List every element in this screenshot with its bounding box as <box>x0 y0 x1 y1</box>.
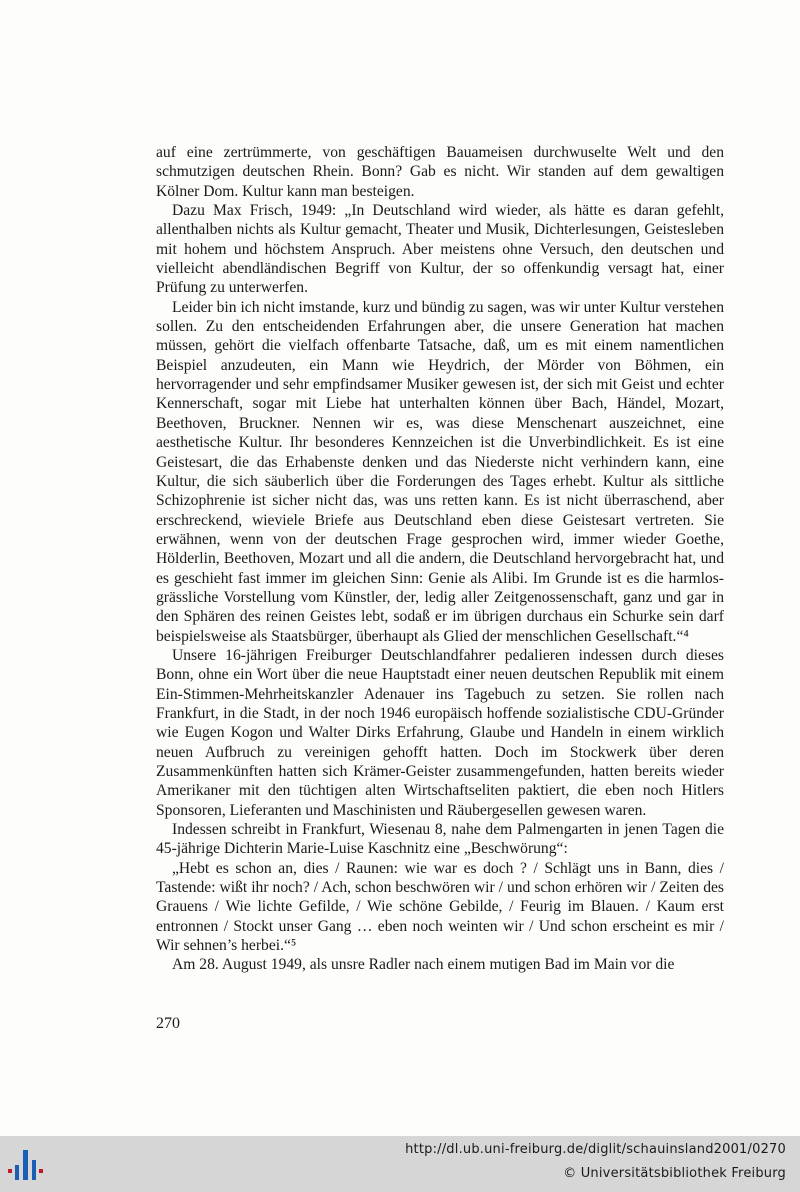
paragraph-4: Unsere 16-jährigen Freiburger Deutschlandfahrer pedalieren indessen durch dieses Bonn, ohne ein Wort über die neue Hauptstadt einer neuen deutschen Republik mit einem Ein-Stimmen-Mehrheitskanzler Adenauer ins Tagebuch zu setzen. Sie rollen nach Frankfurt, in die Stadt, in der noch 1946 europäisch hoffende sozialistische CDU-Gründer wie Eugen Kogon und Walter Dirks Erfahrung, Glaube und Handeln in einem wirklich neuen Aufbruch zu vereinigen gehofft hatten. Doch im Stockwerk über deren Zusammenkünften hatten sich Krämer-Geister zusammengefunden, hatten bereits wieder Amerikaner mit den tüchtigen alten Wirtschaftseliten paktiert, die eben noch Hitlers Sponsoren, Lieferanten und Maschinisten und Räubergesellen gewesen waren. <box>156 646 724 819</box>
copyright-text: © Universitätsbibliothek Freiburg <box>563 1166 786 1181</box>
paragraph-3: Leider bin ich nicht imstande, kurz und bündig zu sagen, was wir unter Kultur verstehen sollen. Zu den entscheidenden Erfahrungen aber, die unsere Generation hat machen müssen, gehört die vielfach offenbarte Tatsache, daß, um es mit einem namentlichen Beispiel anzudeuten, ein Mann wie Heydrich, der Mörder von Böhmen, ein hervorragender und sehr empfindsamer Musiker gewesen ist, der sich mit Geist und echter Kennerschaft, sogar mit Liebe hat unterhalten können über Bach, Händel, Mozart, Beethoven, Bruckner. Nennen wir es, was diese Menschenart auszeichnet, eine aesthetische Kultur. Ihr besonderes Kennzeichen ist die Unverbindlichkeit. Es ist eine Geistesart, die das Erhabenste denken und das Niederste nicht verhindern kann, eine Kultur, die sich säuberlich über die Forderungen des Tages erhebt. Kultur als sittliche Schizophrenie ist sicher nicht das, was uns retten kann. Es ist nicht überraschend, aber erschreckend, wieviele Briefe aus Deutschland eben diese Geistesart vertreten. Sie erwähnen, wenn von der deutschen Frage gesprochen wird, immer wieder Goethe, Hölderlin, Beethoven, Mozart und all die andern, die Deutschland hervorgebracht hat, und es geschieht fast immer im gleichen Sinn: Genie als Alibi. Im Grunde ist es die harmlos-grässliche Vorstellung vom Künstler, der, ledig aller Zeitgenossenschaft, ganz und gar in den Sphären des reinen Geistes lebt, sodaß er im übrigen durchaus ein Schurke sein darf beispielsweise als Staatsbürger, überhaupt als Glied der menschlichen Gesellschaft.“⁴ <box>156 298 724 645</box>
page-number: 270 <box>156 1015 180 1032</box>
paragraph-6: „Hebt es schon an, dies / Raunen: wie war es doch ? / Schlägt uns in Bann, dies / Tastende: wißt ihr noch? / Ach, schon beschwören wir / und schon erhören wir / Zeiten des Grauens / Wie lichte Gefilde, / Wie schöne Gebilde, / Feurig im Blauen. / Kaum erst entronnen / Stockt unser Gang … eben noch weinten wir / Und schon erscheint es mir / Wir sehnen’s herbei.“⁵ <box>156 859 724 955</box>
body-text <box>156 143 724 975</box>
footer-bar <box>0 1136 800 1192</box>
source-url-link[interactable]: http://dl.ub.uni-freiburg.de/diglit/schauinsland2001/0270 <box>405 1142 786 1157</box>
library-logo-icon <box>6 1148 50 1182</box>
paragraph-5: Indessen schreibt in Frankfurt, Wiesenau 8, nahe dem Palmengarten in jenen Tagen die 45-jährige Dichterin Marie-Luise Kaschnitz eine „Beschwörung“: <box>156 821 724 858</box>
paragraph-2: Dazu Max Frisch, 1949: „In Deutschland wird wieder, als hätte es daran gefehlt, allenthalben nichts als Kultur gemacht, Theater und Musik, Dichterlesungen, Geistesleben mit hohem und höchstem Anspruch. Aber meistens ohne Versuch, den deutschen und vielleicht abendländischen Begriff von Kultur, der so offenkundig versagt hat, einer Prüfung zu unterwerfen. <box>156 202 724 297</box>
paragraph-7: Am 28. August 1949, als unsre Radler nach einem mutigen Bad im Main vor die <box>172 956 675 974</box>
paragraph-1: auf eine zertrümmerte, von geschäftigen Bauameisen durchwuselte Welt und den schmutzigen deutschen Rhein. Bonn? Gab es nicht. Wir standen auf dem gewaltigen Kölner Dom. Kultur kann man besteigen. <box>156 144 724 200</box>
